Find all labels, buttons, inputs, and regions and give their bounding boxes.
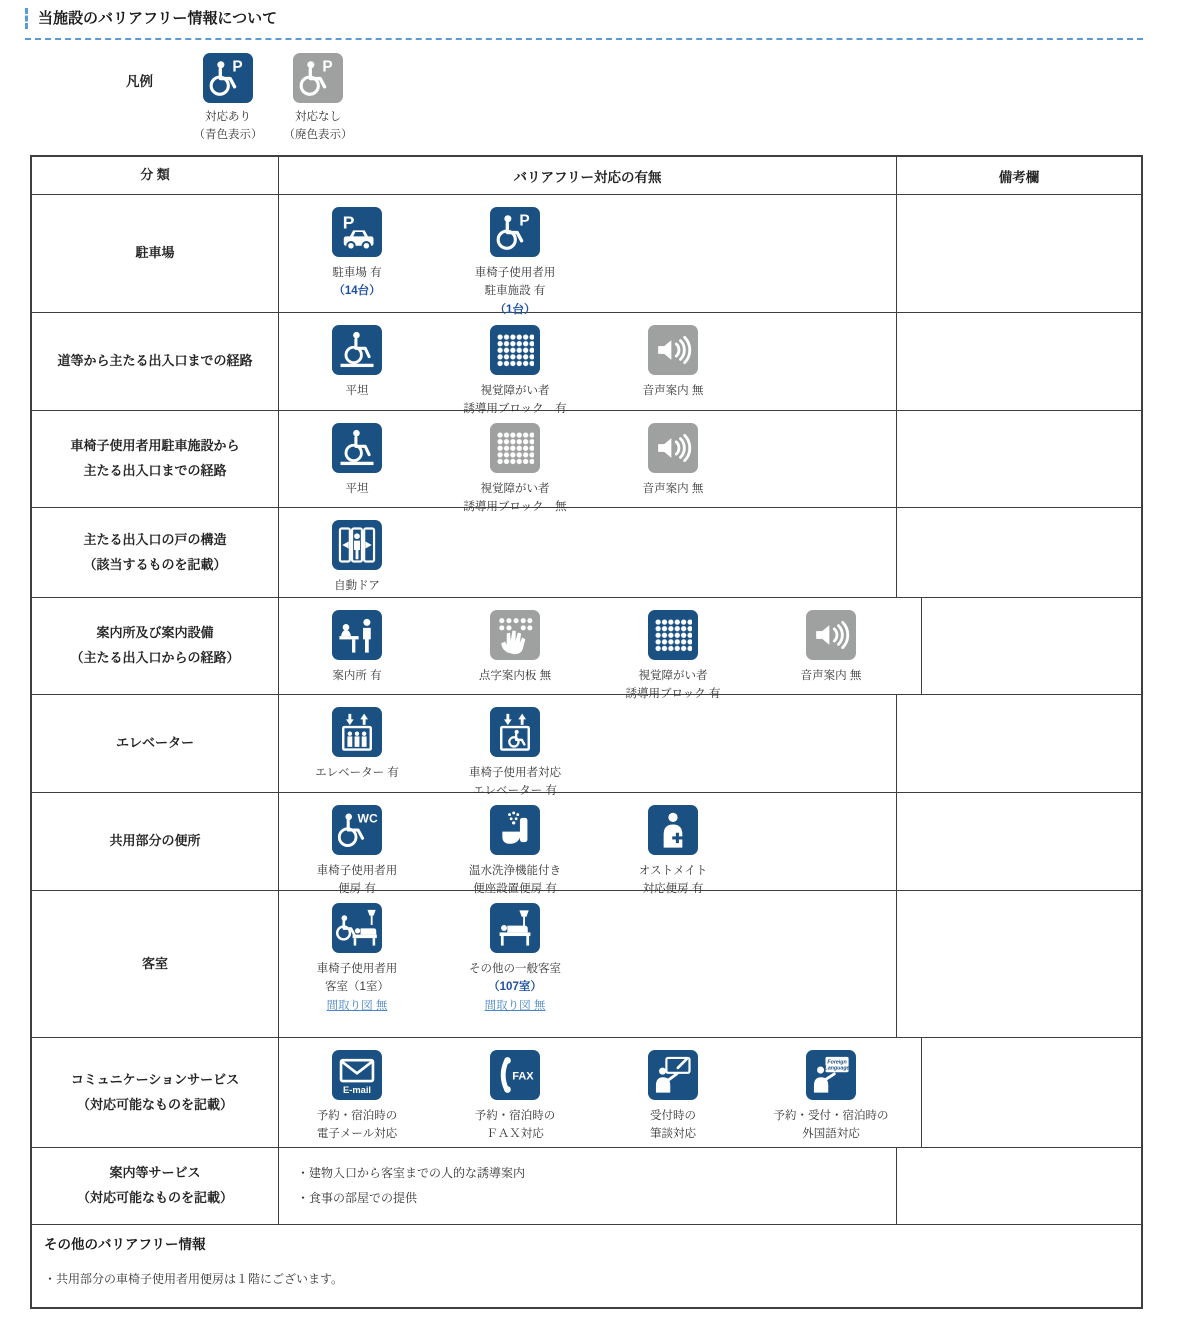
- feature-item: [289, 325, 425, 400]
- feature-item: [763, 1050, 899, 1144]
- feature-label: 音声案内 無: [642, 483, 704, 495]
- remarks-cell: [897, 1148, 1141, 1224]
- legend-item-unavailable: [273, 53, 363, 145]
- feature-item: [605, 805, 741, 899]
- feature-label: 便房 有: [338, 883, 376, 896]
- ostomate-icon: [648, 805, 698, 855]
- feature-item: [289, 520, 425, 595]
- feature-label: 誘導用ブロック 無: [463, 501, 567, 514]
- foreign-language-icon: [806, 1050, 856, 1100]
- feature-label: 電子メール対応: [316, 1128, 398, 1141]
- feature-label: 受付時の: [650, 1110, 696, 1122]
- information-desk-icon: [332, 610, 382, 660]
- feature-caption: [475, 1107, 556, 1144]
- table-row-route-from-road: [32, 312, 1141, 416]
- feature-label: エレベーター 有: [473, 785, 557, 798]
- remarks-cell: [897, 695, 1141, 792]
- table-row-route-from-parking: [32, 410, 1141, 514]
- feature-item: [289, 207, 425, 301]
- legend-caption: [284, 108, 353, 145]
- feature-item: [289, 805, 425, 899]
- legend-caption-line: 対応あり: [205, 111, 251, 123]
- category-cell: [32, 508, 279, 597]
- feature-caption: [650, 1107, 696, 1144]
- washlet-toilet-icon: [490, 805, 540, 855]
- tactile-blocks-icon: [648, 610, 698, 660]
- feature-label: 駐車場 有: [332, 267, 382, 279]
- floor-plan-link[interactable]: 間取り図 無: [326, 999, 388, 1012]
- availability-cell: [279, 411, 897, 514]
- page-title: 当施設のバリアフリー情報について: [25, 8, 1143, 29]
- feature-item: [447, 903, 583, 1015]
- feature-caption: [332, 667, 381, 685]
- availability-cell: [279, 195, 897, 316]
- header-category: 分 類: [32, 157, 279, 194]
- feature-caption: [801, 667, 862, 685]
- table-row-information: [32, 597, 1141, 701]
- category-label: （対応可能なものを記載）: [76, 1096, 233, 1112]
- wheelchair-parking-icon: [293, 53, 343, 103]
- feature-label: その他の一般客室: [469, 963, 561, 975]
- feature-item: [447, 805, 583, 899]
- table-row-guidance-services: [32, 1147, 1141, 1224]
- availability-cell: [279, 695, 897, 798]
- other-info-body: ・共用部分の車椅子使用者用便房は１階にございます。: [44, 1272, 344, 1286]
- category-label: 案内等サービス: [109, 1165, 201, 1181]
- feature-count: （14台）: [333, 285, 381, 298]
- feature-item: [289, 423, 425, 498]
- table-header-row: [32, 157, 1141, 194]
- category-label: 案内所及び案内設備: [96, 625, 214, 641]
- availability-cell: [279, 793, 897, 896]
- feature-label: 便座設置便房 有: [473, 883, 557, 896]
- braille-board-icon: [490, 610, 540, 660]
- floor-plan-link[interactable]: 間取り図 無: [484, 999, 546, 1012]
- feature-label: 筆談対応: [650, 1128, 696, 1141]
- feature-label: 車椅子使用者用: [316, 865, 398, 877]
- feature-label: 予約・受付・宿泊時の: [773, 1110, 889, 1122]
- barrier-free-table: [30, 155, 1143, 1309]
- feature-label: オストメイト: [638, 865, 708, 877]
- feature-label: 点字案内板 無: [478, 670, 552, 682]
- other-info-section: [32, 1224, 1141, 1307]
- feature-caption: [475, 264, 556, 319]
- category-cell: [32, 1148, 279, 1224]
- feature-caption: [346, 480, 369, 498]
- feature-label: 予約・宿泊時の: [474, 1110, 556, 1122]
- tactile-blocks-icon: [490, 325, 540, 375]
- category-label: エレベーター: [115, 735, 194, 751]
- feature-item: [605, 610, 741, 704]
- feature-label: エレベーター 有: [315, 767, 399, 779]
- legend-caption-line: 対応なし: [295, 111, 341, 123]
- feature-caption: [317, 960, 398, 1015]
- feature-label: 音声案内 無: [800, 670, 862, 682]
- remarks-cell: [897, 195, 1141, 312]
- feature-label: 温水洗浄機能付き: [469, 865, 561, 877]
- table-row-guest-rooms: [32, 890, 1141, 1037]
- category-label: （主たる出入口からの経路）: [70, 650, 240, 665]
- feature-item: [605, 325, 741, 400]
- legend-label: 凡例: [126, 74, 153, 89]
- category-cell: [32, 195, 279, 312]
- header-availability: バリアフリー対応の有無: [279, 157, 897, 194]
- remarks-cell: [897, 793, 1141, 890]
- wheelchair-parking-icon: [203, 53, 253, 103]
- audio-guidance-icon: [648, 423, 698, 473]
- feature-label: 車椅子使用者用: [316, 963, 398, 975]
- feature-label: 視覚障がい者: [638, 670, 708, 682]
- category-label: 道等から主たる出入口までの経路: [57, 353, 253, 369]
- feature-item: [289, 1050, 425, 1144]
- table-row-elevator: [32, 694, 1141, 798]
- feature-label: 自動ドア: [334, 580, 380, 592]
- remarks-cell: [922, 1038, 1166, 1147]
- feature-count: （107室）: [488, 981, 542, 994]
- feature-caption: [334, 577, 380, 595]
- feature-caption: [774, 1107, 889, 1144]
- remarks-cell: [922, 598, 1166, 694]
- feature-label: 車椅子使用者対応: [469, 767, 561, 779]
- feature-item: [447, 1050, 583, 1144]
- category-cell: [32, 793, 279, 890]
- remarks-cell: [897, 411, 1141, 507]
- category-label: 主たる出入口までの経路: [83, 463, 227, 478]
- feature-caption: [469, 960, 561, 1015]
- page-title-block: [25, 8, 1143, 40]
- elevator-icon: [332, 707, 382, 757]
- category-cell: [32, 411, 279, 507]
- wheelchair-elevator-icon: [490, 707, 540, 757]
- category-label: 車椅子使用者用駐車施設から: [70, 438, 240, 454]
- feature-item: [289, 707, 425, 782]
- header-remarks: 備考欄: [998, 169, 1040, 185]
- parking-car-icon: [332, 207, 382, 257]
- feature-label: 駐車施設 有: [484, 285, 546, 298]
- availability-cell: [279, 598, 922, 701]
- feature-item: [605, 423, 741, 498]
- legend-item-available: [183, 53, 273, 145]
- category-cell: [32, 1038, 279, 1147]
- feature-label: 視覚障がい者: [480, 385, 550, 397]
- fax-icon: [490, 1050, 540, 1100]
- availability-cell: [279, 313, 897, 416]
- audio-guidance-icon: [648, 325, 698, 375]
- table-row-entrance-door: [32, 507, 1141, 597]
- feature-label: 案内所 有: [332, 670, 382, 682]
- feature-label: 視覚障がい者: [480, 483, 550, 495]
- category-label: 共用部分の便所: [109, 833, 201, 849]
- availability-cell: [279, 508, 897, 597]
- tactile-blocks-icon: [490, 423, 540, 473]
- feature-label: 平坦: [345, 483, 369, 495]
- feature-caption: [346, 382, 369, 400]
- category-cell: [32, 598, 279, 694]
- feature-caption: [643, 382, 704, 400]
- feature-item: [447, 423, 583, 517]
- category-cell: [32, 695, 279, 792]
- availability-cell: [279, 1038, 922, 1147]
- note-line: ・食事の部屋での提供: [297, 1191, 418, 1206]
- availability-notes-cell: [279, 1148, 897, 1224]
- legend-caption-line: （廃色表示）: [283, 129, 353, 142]
- category-cell: [32, 891, 279, 1037]
- feature-label: 予約・宿泊時の: [316, 1110, 398, 1122]
- category-label: コミュニケーションサービス: [70, 1071, 240, 1087]
- feature-item: [605, 1050, 741, 1144]
- feature-label: 客室（1室）: [325, 981, 389, 994]
- table-row-toilets: [32, 792, 1141, 896]
- email-icon: [332, 1050, 382, 1100]
- legend-caption: [194, 108, 263, 145]
- feature-caption: [332, 264, 381, 301]
- note-line: ・建物入口から客室までの人的な誘導案内: [297, 1166, 526, 1180]
- remarks-cell: [897, 891, 1141, 1037]
- feature-caption: [317, 1107, 398, 1144]
- feature-label: 誘導用ブロック 有: [463, 403, 567, 416]
- wheelchair-flat-icon: [332, 325, 382, 375]
- category-label: 主たる出入口の戸の構造: [83, 531, 227, 547]
- writing-board-icon: [648, 1050, 698, 1100]
- wheelchair-parking-icon: [490, 207, 540, 257]
- category-label: 駐車場: [135, 245, 175, 261]
- legend-caption-line: （青色表示）: [193, 129, 263, 142]
- feature-label: 音声案内 無: [642, 385, 704, 397]
- bedroom-icon: [490, 903, 540, 953]
- feature-label: 対応便房 有: [642, 883, 704, 896]
- remarks-cell: [897, 508, 1141, 597]
- wheelchair-bedroom-icon: [332, 903, 382, 953]
- feature-label: 平坦: [345, 385, 369, 397]
- feature-label: 車椅子使用者用: [474, 267, 556, 279]
- category-cell: [32, 313, 279, 410]
- automatic-door-icon: [332, 520, 382, 570]
- other-info-cell: [32, 1225, 1141, 1307]
- feature-item: [289, 903, 425, 1015]
- other-info-heading: その他のバリアフリー情報: [44, 1237, 206, 1252]
- category-label: （対応可能なものを記載）: [76, 1190, 233, 1205]
- feature-caption: [479, 667, 551, 685]
- category-label: （該当するものを記載）: [83, 556, 227, 572]
- feature-caption: [643, 480, 704, 498]
- availability-cell: [279, 891, 897, 1037]
- feature-item: [447, 207, 583, 319]
- category-label: 客室: [141, 955, 168, 971]
- feature-item: [289, 610, 425, 685]
- audio-guidance-icon: [806, 610, 856, 660]
- feature-item: [447, 325, 583, 419]
- feature-label: ＦＡＸ対応: [486, 1128, 544, 1141]
- feature-count: （1台）: [494, 303, 536, 316]
- wheelchair-flat-icon: [332, 423, 382, 473]
- wheelchair-toilet-icon: [332, 805, 382, 855]
- feature-label: 外国語対応: [802, 1128, 860, 1141]
- feature-item: [447, 610, 583, 685]
- feature-label: 誘導用ブロック 有: [625, 688, 721, 701]
- table-row-parking: [32, 194, 1141, 316]
- remarks-cell: [897, 313, 1141, 410]
- table-row-communication: [32, 1037, 1141, 1147]
- feature-item: [447, 707, 583, 801]
- feature-caption: [315, 764, 399, 782]
- feature-item: [763, 610, 899, 685]
- legend: [126, 53, 363, 145]
